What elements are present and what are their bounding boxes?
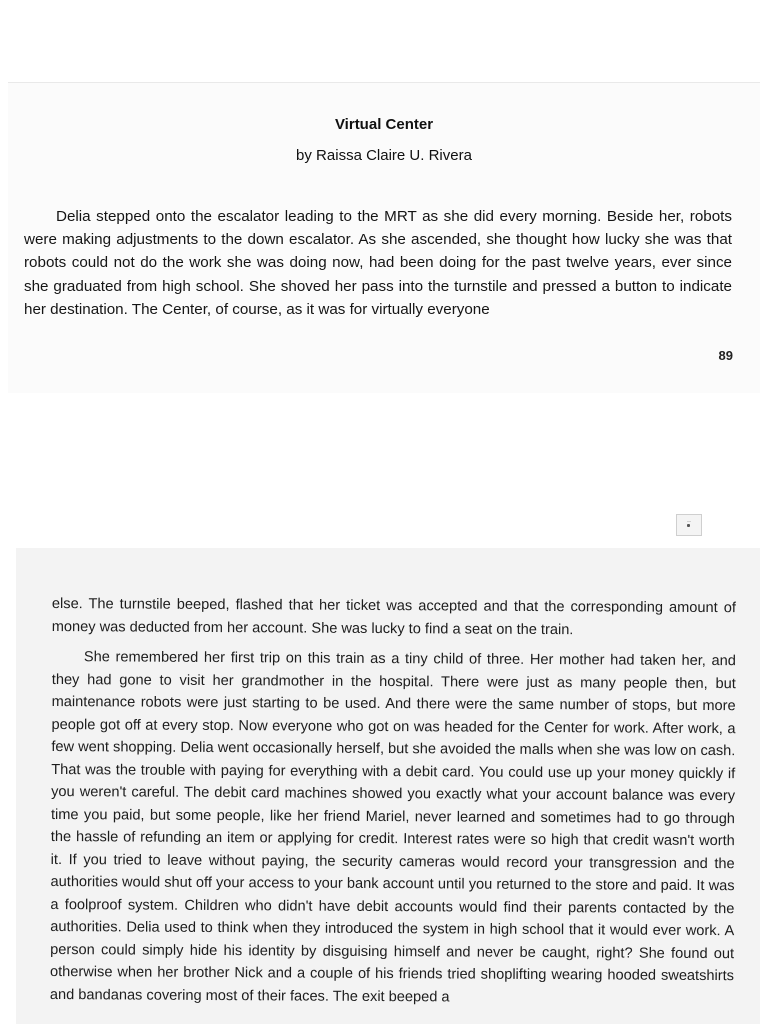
page-number: 89 (718, 348, 733, 363)
story-author: by Raissa Claire U. Rivera (296, 147, 472, 164)
scanner-logo-icon (687, 524, 690, 527)
story-title: Virtual Center (334, 116, 434, 133)
continuation-paragraph: else. The turnstile beeped, flashed that her ticket was accepted and that the corresponding amount of money was deducted from her account. She was lucky to find a seat on the train. (51, 595, 736, 638)
opening-paragraph: Delia stepped onto the escalator leading to the MRT as she did every morning. Beside her, robots were making adjustments to the down escalator. As she ascended, she thought how lucky she was that robots could not do the work she was doing now, had been doing for the past twelve years, ever since she graduated from high school. She shoved her pass into the turnstile and pressed a button to indicate her destination. The Center, of course, as it was for virtually everyone (24, 208, 732, 318)
scanner-watermark: — (676, 514, 702, 536)
memory-paragraph: She remembered her first trip on this train as a tiny child of three. Her mother had taken her, and they had gone to visit her grandmother in the hospital. There were just as many people then, but maintenance robots were just starting to be used. And there were the same number of stops, but more people got off at every stop. Now everyone who got on was headed for the Center for work. After work, a few went shopping. Delia went occasionally herself, but she avoided the malls when she was low on cash. That was the trouble with paying for everything with a debit card. You could use up your money quickly if you weren't careful. The debit card machines showed you exactly what your account balance was every time you paid, but some people, like her friend Mariel, never learned and sometimes had to go through the hassle of refunding an item or applying for credit. Interest rates were so high that credit wasn't worth it. If you tried to leave without paying, the security cameras would record your transgression and the authorities would shut off your access to your bank account until you returned to the store and paid. It was a foolproof system. Children who didn't have debit accounts would find their parents contacted by the authorities. Delia used to think when they introduced the system in high school that it would ever work. A person could simply hide his identity by disguising himself and never be caught, right? She found out otherwise when her brother Nick and a couple of his friends tried shoplifting wearing hooded sweatshirts and bandanas covering most of their faces. The exit beeped a (49, 649, 736, 1005)
